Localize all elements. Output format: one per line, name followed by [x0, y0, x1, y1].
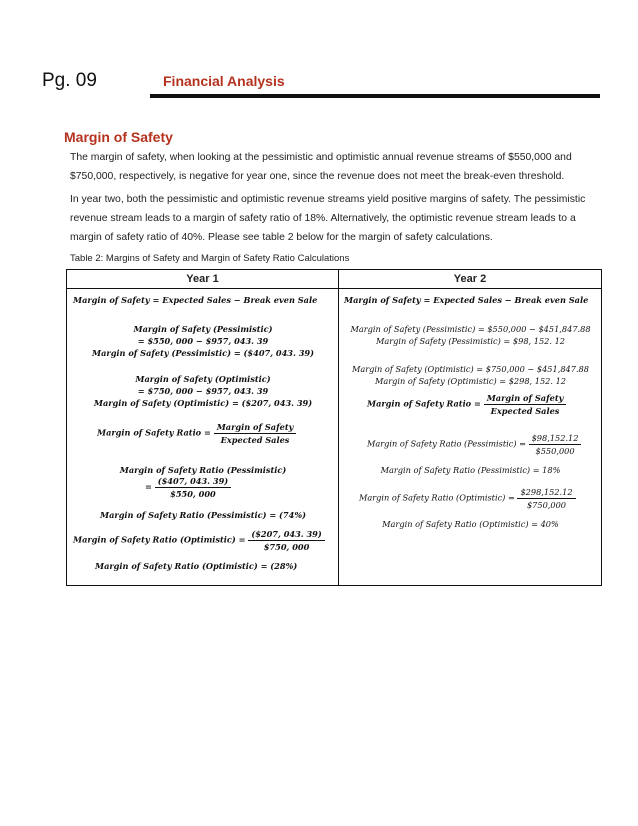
y1-ratio-lhs: Margin of Safety Ratio =: [97, 427, 211, 438]
y2-ratio-pess-numerator: $98,152.12: [529, 433, 582, 445]
header-year-1: Year 1: [67, 270, 339, 289]
page-number: Pg. 09: [42, 70, 97, 91]
y2-ratio-pess-lhs: Margin of Safety Ratio (Pessimistic) =: [367, 438, 526, 449]
y1-ratio-fraction: [214, 422, 297, 445]
y1-ratio-opt-result: Margin of Safety Ratio (Optimistic) = (28%): [95, 561, 298, 571]
y2-opt-result: Margin of Safety (Optimistic) = $298, 152. 12: [374, 376, 567, 386]
y2-ratio-pess-fraction: [529, 433, 582, 456]
y1-pess-label: Margin of Safety (Pessimistic): [133, 324, 273, 334]
y1-ratio-formula: [97, 422, 296, 445]
y1-opt-label: Margin of Safety (Optimistic): [135, 374, 271, 384]
y2-ratio-numerator: Margin of Safety: [484, 393, 567, 405]
paragraph-2-line-3: margin of safety ratio of 40%. Please see table 2 below for the margin of safety calculations.: [70, 232, 493, 243]
y2-ratio-opt-result: Margin of Safety Ratio (Optimistic) = 40%: [382, 519, 559, 529]
y2-pess-result: Margin of Safety (Pessimistic) = $98, 152. 12: [376, 336, 565, 346]
y2-ratio-opt-numerator: $298,152.12: [517, 487, 575, 499]
y2-opt-calc: Margin of Safety (Optimistic) = $750,000 − $451,847.88: [352, 364, 589, 374]
y1-pess-result: Margin of Safety (Pessimistic) = ($407, 043. 39): [92, 348, 314, 358]
y1-ratio-pess-result: Margin of Safety Ratio (Pessimistic) = (74%): [100, 510, 306, 520]
y2-ratio-fraction: [484, 393, 567, 416]
paragraph-1: [70, 148, 600, 186]
y1-ratio-opt-numerator: ($207, 043. 39): [248, 529, 324, 541]
year-2-cell: [339, 289, 602, 586]
header-year-2: Year 2: [339, 270, 602, 289]
y1-ratio-opt-fraction-line: [73, 529, 325, 552]
y2-ratio-opt-lhs: Margin of Safety Ratio (Optimistic) =: [359, 492, 515, 503]
paragraph-1-line-1: The margin of safety, when looking at the pessimistic and optimistic annual revenue streams of $550,000 and: [70, 152, 572, 163]
margin-of-safety-table: [66, 269, 602, 586]
y2-ratio-opt-fraction-line: [359, 487, 576, 510]
y1-pess-calc: = $550, 000 − $957, 043. 39: [137, 336, 269, 346]
y2-ratio-pess-denominator: $550,000: [535, 446, 575, 456]
table-header-row: [67, 270, 602, 289]
y1-opt-calc: = $750, 000 − $957, 043. 39: [137, 386, 269, 396]
y2-ratio-opt-denominator: $750,000: [526, 500, 567, 510]
y2-formula: Margin of Safety = Expected Sales − Break even Sale: [344, 295, 589, 305]
paragraph-2-line-2: revenue stream leads to a margin of safety ratio of 18%. Alternatively, the optimistic revenue stream leads to a: [70, 213, 576, 224]
y1-ratio-opt-fraction: [248, 529, 324, 552]
header-rule: [150, 94, 600, 98]
paragraph-2: [70, 190, 600, 247]
table-body-row: [67, 289, 602, 586]
y2-ratio-lhs: Margin of Safety Ratio =: [367, 398, 481, 409]
y2-ratio-pess-fraction-line: [367, 433, 581, 456]
y1-ratio-pess-eq: =: [145, 481, 152, 492]
y1-formula: Margin of Safety = Expected Sales − Break even Sale: [73, 295, 318, 305]
table-caption: Table 2: Margins of Safety and Margin of Safety Ratio Calculations: [70, 253, 350, 264]
y1-ratio-pess-denominator: $550, 000: [170, 489, 216, 499]
subsection-heading: Margin of Safety: [64, 129, 173, 145]
y2-ratio-pess-result: Margin of Safety Ratio (Pessimistic) = 18%: [380, 465, 561, 475]
year-1-cell: [67, 289, 339, 586]
y1-ratio-pess-numerator: ($407, 043. 39): [155, 476, 231, 488]
y2-ratio-denominator: Expected Sales: [490, 406, 560, 416]
y1-ratio-pess-label: Margin of Safety Ratio (Pessimistic): [119, 465, 287, 475]
section-title: Financial Analysis: [163, 73, 285, 89]
y2-ratio-opt-fraction: [517, 487, 575, 510]
y2-pess-calc: Margin of Safety (Pessimistic) = $550,000 − $451,847.88: [350, 324, 591, 334]
y1-ratio-opt-lhs: Margin of Safety Ratio (Optimistic) =: [73, 534, 246, 545]
y1-ratio-pess-fraction: [155, 476, 231, 499]
paragraph-2-line-1: In year two, both the pessimistic and optimistic revenue streams yield positive margins of safety. The pessimistic: [70, 194, 586, 205]
y1-ratio-opt-denominator: $750, 000: [263, 542, 310, 552]
paragraph-1-line-2: $750,000, respectively, is negative for year one, since the revenue does not meet the break-even threshold.: [70, 171, 565, 182]
y2-ratio-formula: [367, 393, 566, 416]
y1-ratio-numerator: Margin of Safety: [214, 422, 297, 434]
y1-ratio-denominator: Expected Sales: [220, 435, 290, 445]
y1-ratio-pess-fraction-line: [145, 476, 231, 499]
y1-opt-result: Margin of Safety (Optimistic) = ($207, 043. 39): [93, 398, 313, 408]
